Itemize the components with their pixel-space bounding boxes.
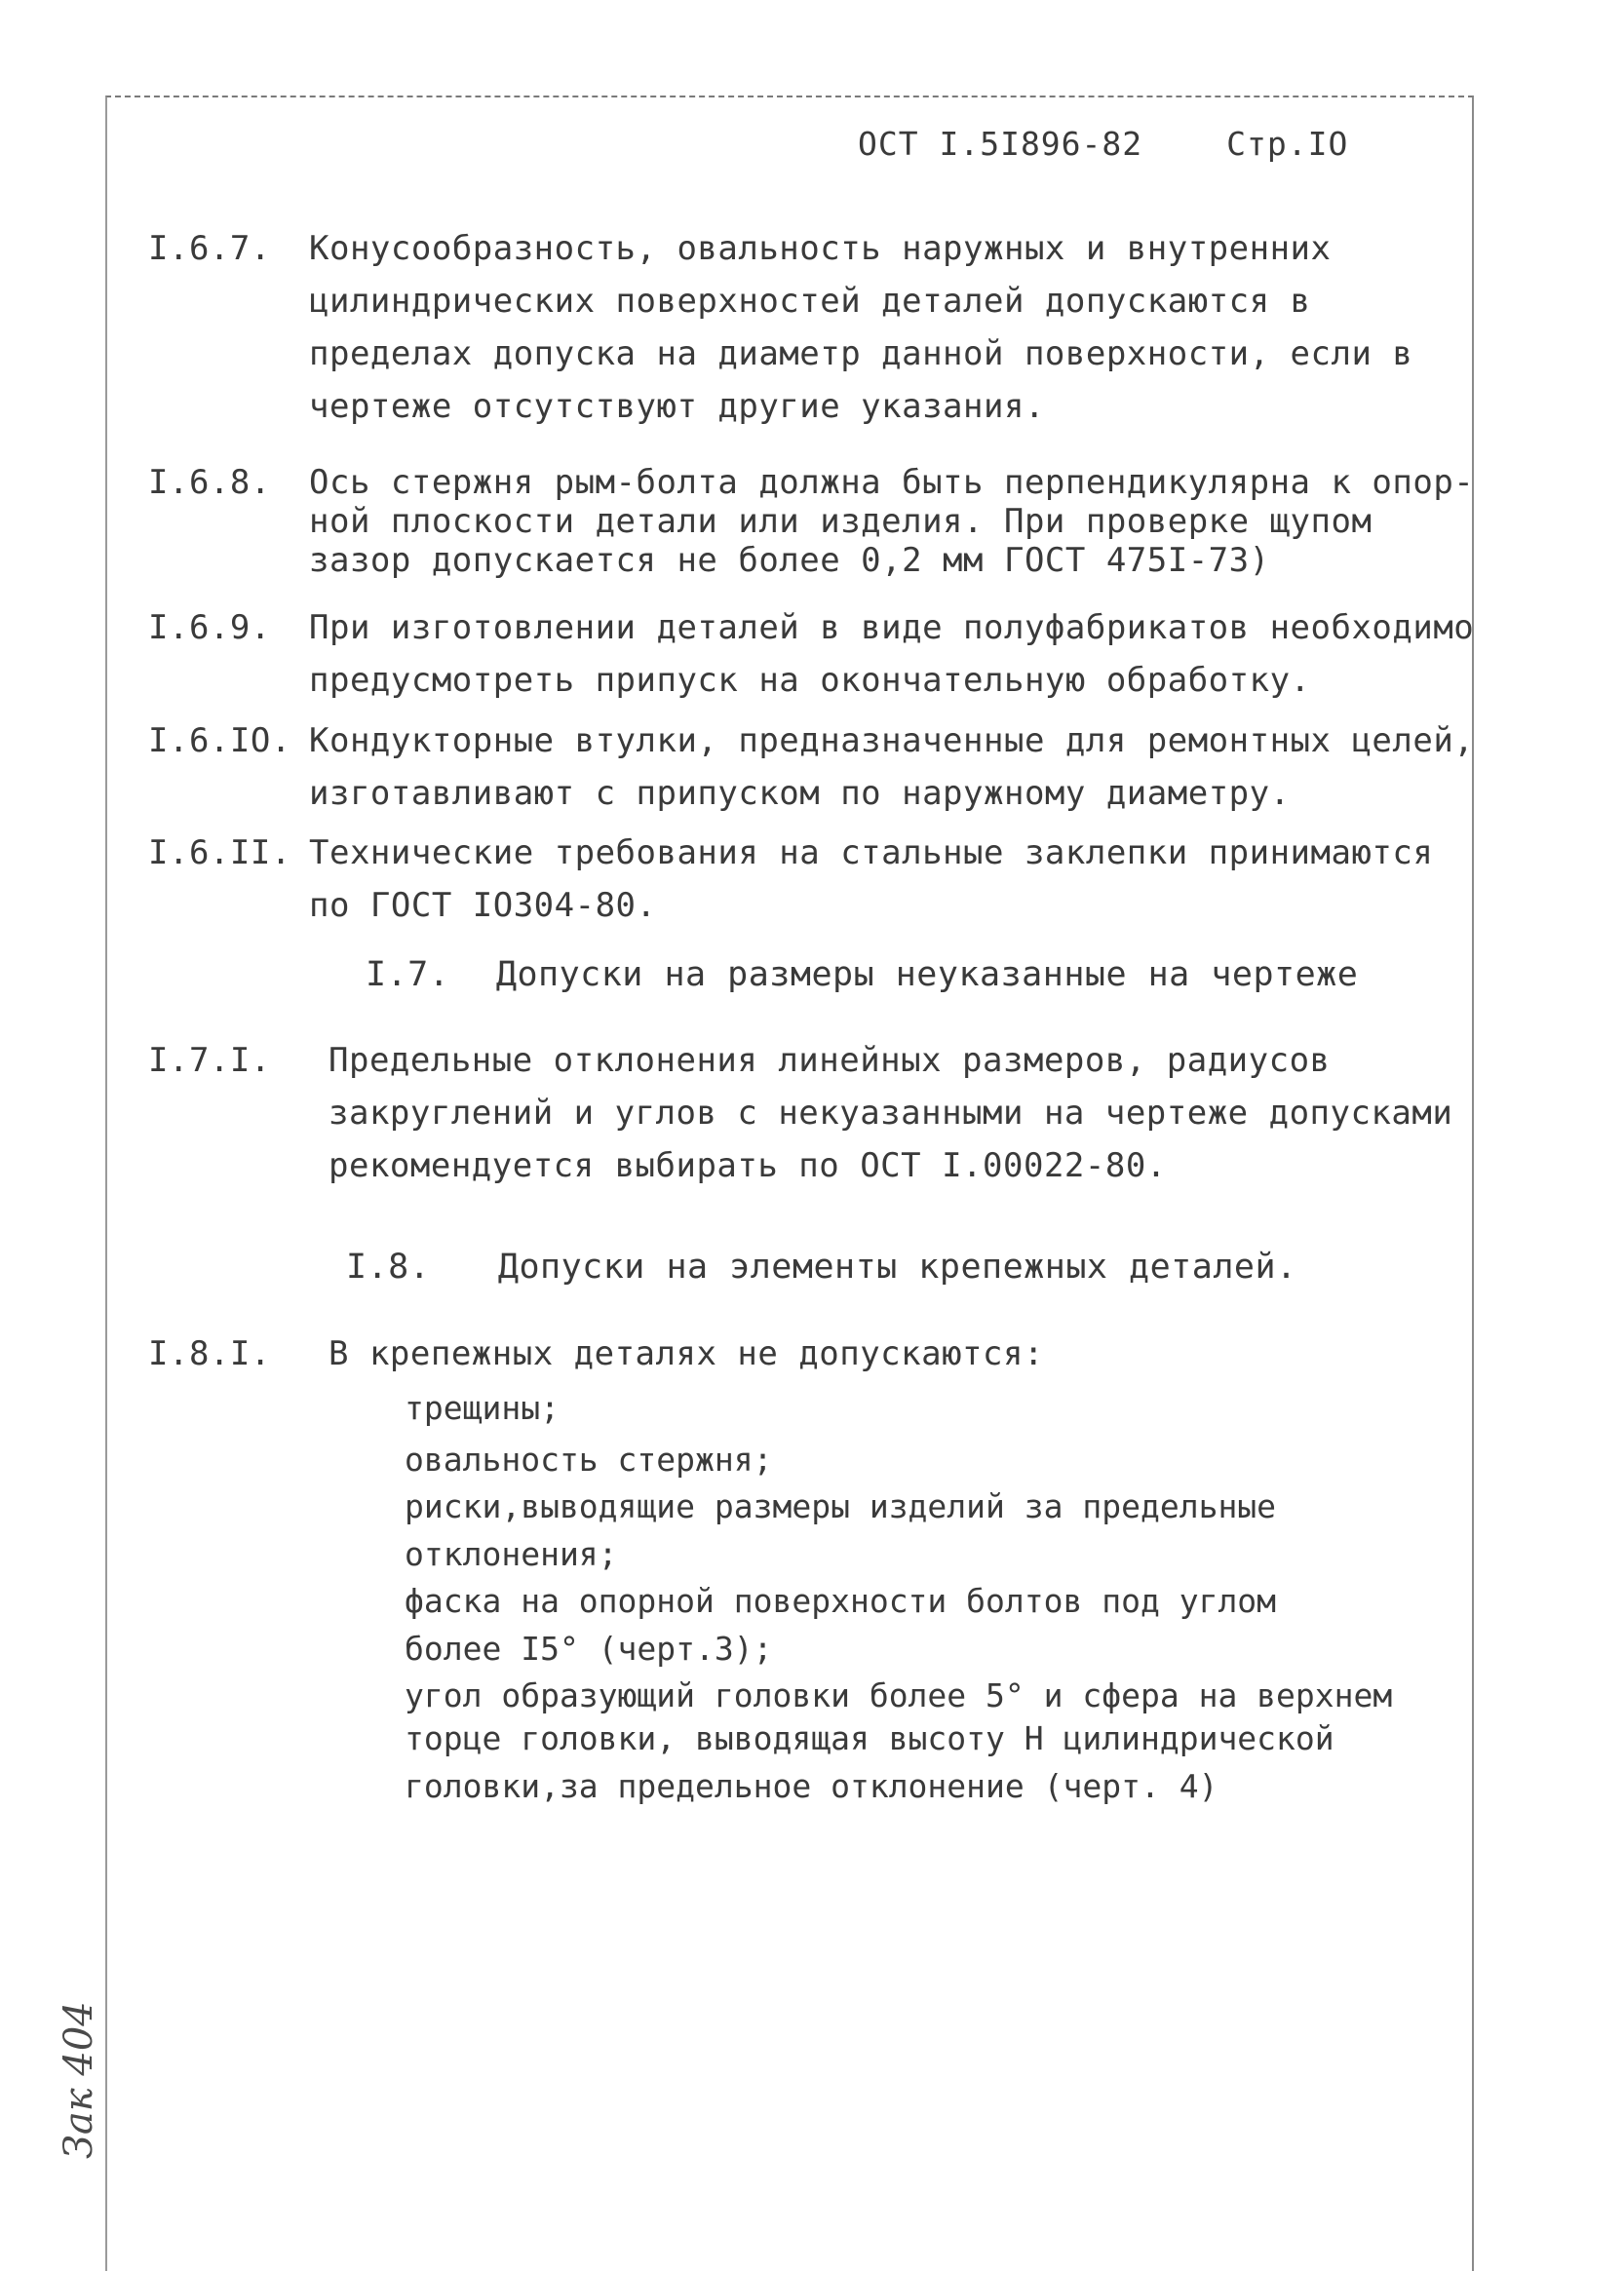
clause-text (329, 1328, 1044, 1380)
clause-number: I.6.IO. (148, 721, 291, 760)
list-item: риски,выводящие размеры изделий за предельные (405, 1487, 1277, 1525)
text-line: Кондукторные втулки, предназначенные для ремонтных целей, (309, 721, 1475, 760)
text-line: Технические требования на стальные заклепки принимаются (309, 833, 1434, 872)
text-line: При изготовлении деталей в виде полуфабрикатов необходимо (309, 608, 1475, 647)
text-line: закруглений и углов с некуазанными на чертеже допусками (329, 1094, 1453, 1133)
list-item: торце головки, выводящая высоту Н цилиндрической (405, 1719, 1334, 1757)
text-line: Конусообразность, овальность наружных и внутренних (309, 229, 1332, 268)
text-line: предусмотреть припуск на окончательную обработку. (309, 661, 1311, 700)
clause-text (309, 456, 1475, 580)
clause-number: I.6.II. (148, 833, 291, 872)
clause-number: I.7.I. (148, 1041, 271, 1080)
text-line: цилиндрических поверхностей деталей допускаются в (309, 282, 1311, 321)
section-number: I.8. (346, 1248, 431, 1287)
text-line: чертеже отсутствуют другие указания. (309, 387, 1045, 426)
clause-text (309, 827, 1433, 932)
defect-list (405, 1382, 1392, 1812)
section-heading-1-8 (346, 1248, 1297, 1287)
clause-number: I.6.8. (148, 463, 271, 502)
text-line: изготавливают с припуском по наружному диаметру. (309, 774, 1291, 813)
order-stamp: Зак 404 (57, 2001, 101, 2159)
clause-number: I.6.7. (148, 229, 271, 268)
list-item: головки,за предельное отклонение (черт. 4) (405, 1767, 1218, 1805)
text-line: пределах допуска на диаметр данной поверхности, если в (309, 334, 1413, 373)
clause-text (309, 601, 1474, 707)
text-line: зазор допускается не более 0,2 мм ГОСТ 475I-73) (309, 541, 1270, 580)
section-number: I.7. (366, 955, 450, 994)
list-item: угол образующий головки более 5° и сфера на верхнем (405, 1676, 1393, 1714)
text-line: ной плоскости детали или изделия. При проверке щупом (309, 502, 1373, 541)
clause-number: I.6.9. (148, 608, 271, 647)
list-item: отклонения; (405, 1535, 618, 1573)
list-item: более I5° (черт.3); (405, 1630, 773, 1668)
clause-text (309, 222, 1412, 433)
section-title: Допуски на элементы крепежных деталей. (497, 1248, 1297, 1287)
clause-text (329, 1034, 1452, 1192)
list-item: трещины; (405, 1389, 560, 1427)
doc-code: ОСТ I.5I896-82 (858, 125, 1143, 163)
section-title: Допуски на размеры неуказанные на чертеже (495, 955, 1359, 994)
text-line: по ГОСТ IO304-80. (309, 886, 657, 925)
text-line: Предельные отклонения линейных размеров, радиусов (329, 1041, 1331, 1080)
section-heading-1-7 (366, 955, 1358, 994)
page-number: Стр.IO (1226, 125, 1349, 163)
clause-text (309, 714, 1474, 820)
list-item: фаска на опорной поверхности болтов под углом (405, 1582, 1277, 1620)
text-line: рекомендуется выбирать по ОСТ I.00022-80. (329, 1146, 1167, 1185)
list-item: овальность стержня; (405, 1441, 773, 1479)
text-line: В крепежных деталях не допускаются: (329, 1334, 1044, 1373)
text-line: Ось стержня рым-болта должна быть перпендикулярна к опор- (309, 463, 1475, 502)
page-header (858, 125, 1348, 163)
clause-number: I.8.I. (148, 1334, 271, 1373)
